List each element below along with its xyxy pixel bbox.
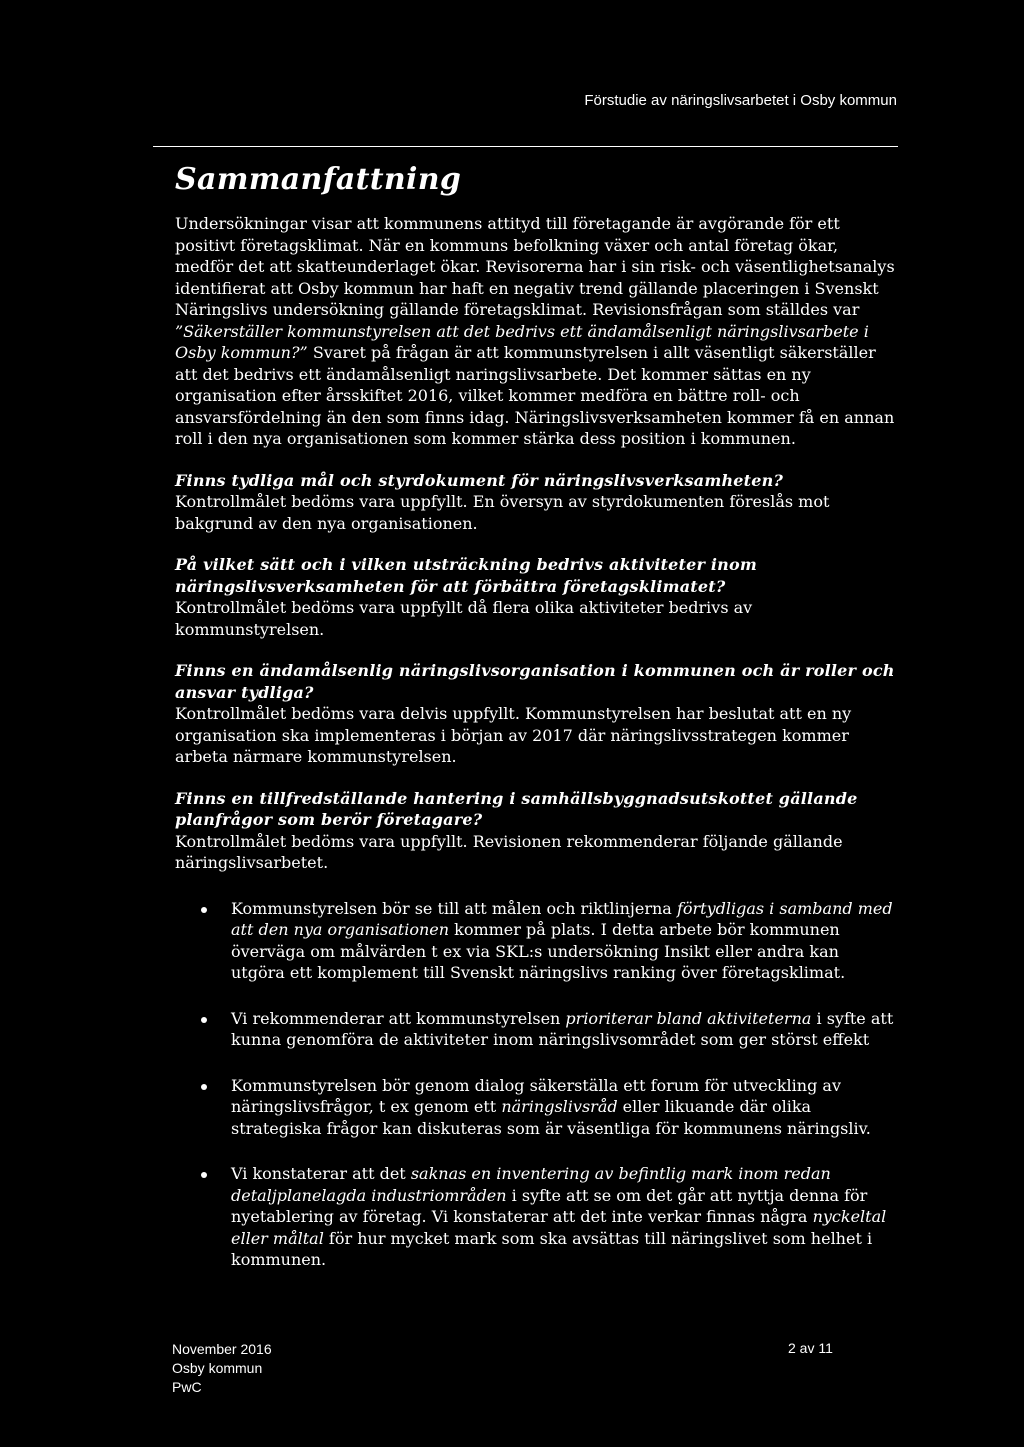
list-item: Vi konstaterar att det saknas en inventering av befintlig mark inom redan detaljplanelagda industriområden i syfte att se om det går att nyttja denna för nyetablering av företag. Vi konstaterar att det inte verkar finnas några nyckeltal eller måltal för hur mycket mark som ska avsättas till näringslivet som helhet i kommunen. [175, 1163, 897, 1271]
intro-paragraph: Undersökningar visar att kommunens attityd till företagande är avgörande för ett positivt företagsklimat. När en kommuns befolkning växer och antal företag ökar, medför det att skatteunderlaget ökar. Revisorerna har i sin risk- och väsentlighetsanalys identifierat att Osby kommun har haft en negativ trend gällande placeringen i Svenskt Näringslivs undersökning gällande företagsklimat. Revisionsfrågan som ställdes var ”Säkerställer kommunstyrelsen att det bedrivs ett ändamålsenligt näringslivsarbete i Osby kommun?” Svaret på frågan är att kommunstyrelsen i allt väsentligt säkerställer att det bedrivs ett ändamålsenligt naringslivsarbete. Det kommer sättas en ny organisation efter årsskiftet 2016, vilket kommer medföra en bättre roll- och ansvarsfördelning än den som finns idag. Näringslivsverksamheten kommer få en annan roll i den nya organisationen som kommer stärka dess position i kommunen. [175, 214, 895, 448]
section-answer: Kontrollmålet bedöms vara delvis uppfyllt. Kommunstyrelsen har beslutat att en ny organisation ska implementeras i början av 2017 där näringslivsstrategen kommer arbeta närmare kommunstyrelsen. [175, 704, 852, 766]
page-footer [172, 1340, 272, 1397]
page-header: Förstudie av näringslivsarbetet i Osby kommun [584, 92, 897, 109]
footer-org: Osby kommun [172, 1360, 263, 1376]
section-question: Finns tydliga mål och styrdokument för näringslivsverksamheten? [175, 470, 784, 490]
page-number: 2 av 11 [788, 1340, 833, 1356]
recommendations-list [175, 898, 897, 1271]
section-question: På vilket sätt och i vilken utsträckning bedrivs aktiviteter inom näringslivsverksamheten för att förbättra företagsklimatet? [175, 555, 757, 596]
bullet-icon [201, 907, 207, 913]
section-goals [175, 470, 897, 535]
bullet-icon [201, 1172, 207, 1178]
bullet-icon [201, 1084, 207, 1090]
page-title: Sammanfattning [175, 162, 462, 197]
section-answer: Kontrollmålet bedöms vara uppfyllt. Revisionen rekommenderar följande gällande näringslivsarbetet. [175, 831, 843, 872]
section-question: Finns en ändamålsenlig näringslivsorganisation i kommunen och är roller och ansvar tydliga? [175, 661, 895, 702]
list-item: Kommunstyrelsen bör se till att målen och riktlinjerna förtydligas i samband med att den nya organisationen kommer på plats. I detta arbete bör kommunen överväga om målvärden t ex via SKL:s undersökning Insikt eller andra kan utgöra ett komplement till Svenskt näringslivs ranking över företagsklimat. [175, 898, 897, 984]
section-activities [175, 554, 897, 640]
header-divider [153, 146, 898, 147]
section-question: Finns en tillfredställande hantering i samhällsbyggnadsutskottet gällande planfrågor som berör företagare? [175, 788, 858, 829]
section-answer: Kontrollmålet bedöms vara uppfyllt. En översyn av styrdokumenten föreslås mot bakgrund av den nya organisationen. [175, 492, 830, 533]
revision-question: ”Säkerställer kommunstyrelsen att det bedrivs ett ändamålsenligt näringslivsarbete i Osby kommun?” [175, 321, 869, 362]
footer-date: November 2016 [172, 1341, 272, 1357]
section-answer: Kontrollmålet bedöms vara uppfyllt då flera olika aktiviteter bedrivs av kommunstyrelsen. [175, 598, 753, 639]
list-item: Vi rekommenderar att kommunstyrelsen prioriterar bland aktiviteterna i syfte att kunna genomföra de aktiviteter inom näringslivsområdet som ger störst effekt [175, 1008, 897, 1051]
list-item: Kommunstyrelsen bör genom dialog säkerställa ett forum för utveckling av näringslivsfrågor, t ex genom ett näringslivsråd eller likuande där olika strategiska frågor kan diskuteras som är väsentliga för kommunens näringsliv. [175, 1075, 897, 1140]
footer-company: PwC [172, 1379, 202, 1395]
document-body [175, 213, 897, 1295]
bullet-icon [201, 1017, 207, 1023]
section-organisation [175, 660, 897, 768]
section-planning [175, 788, 897, 874]
